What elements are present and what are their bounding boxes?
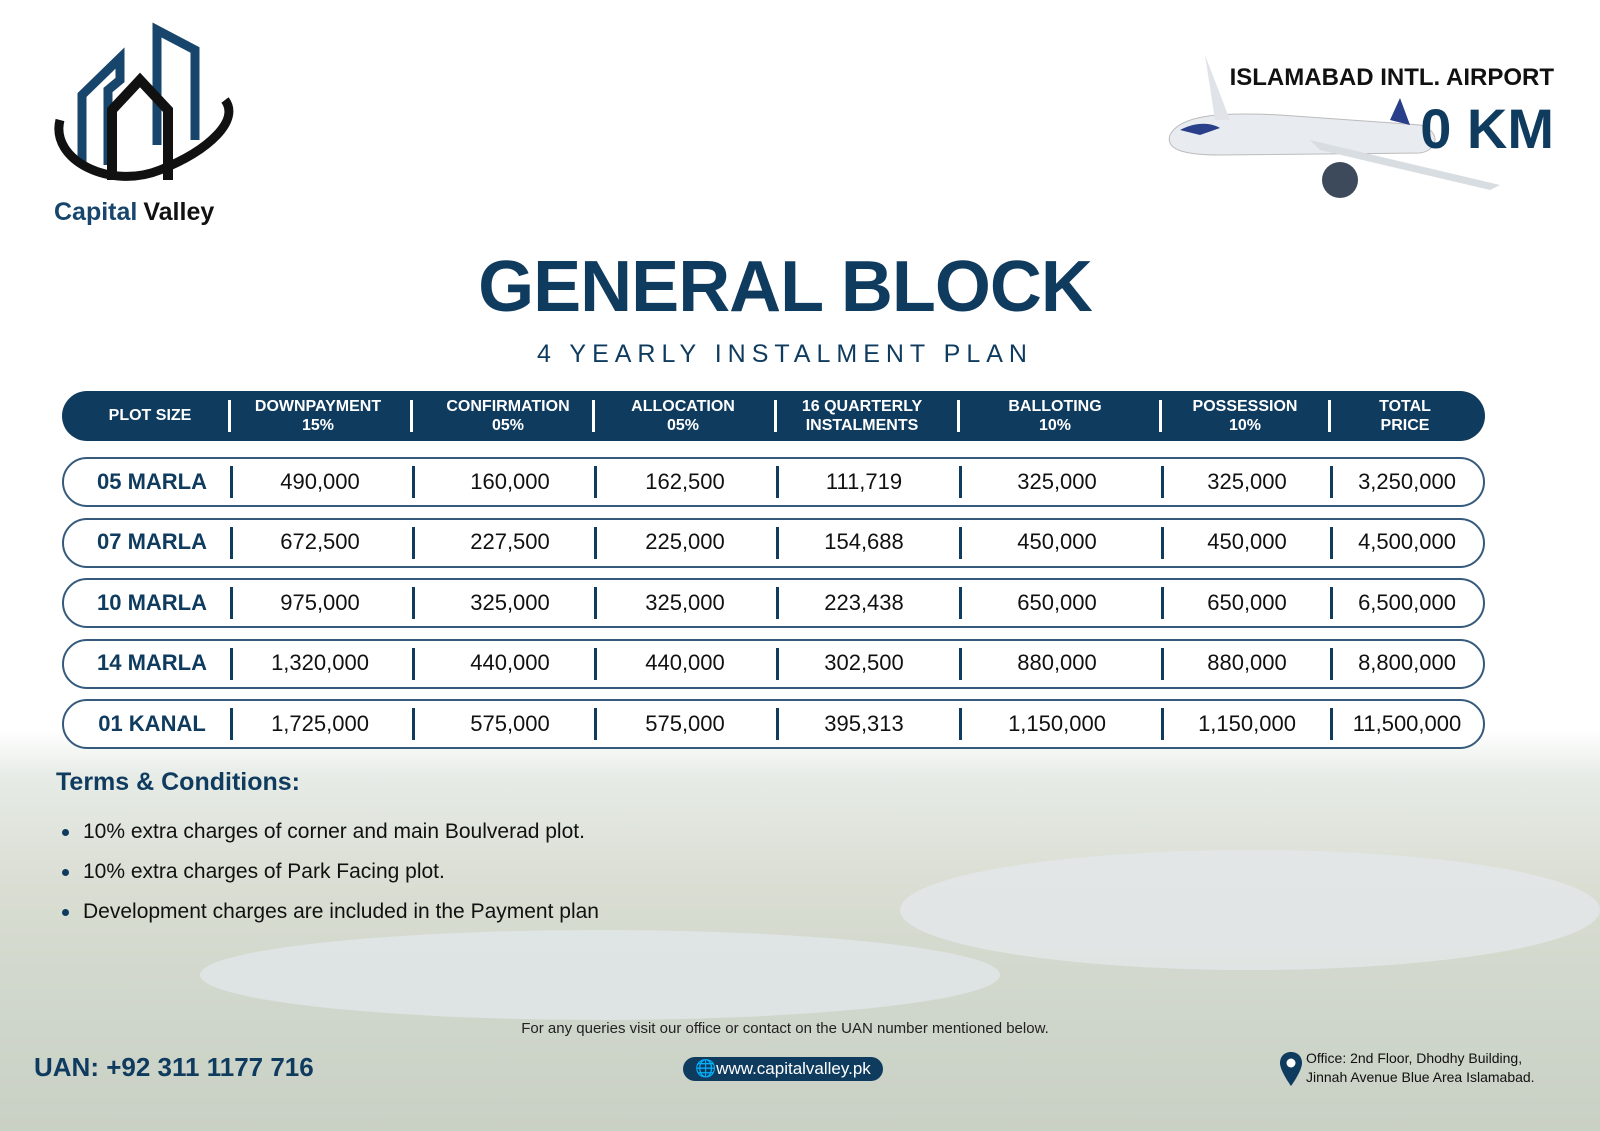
header-text: 10%	[1038, 417, 1072, 434]
query-note: For any queries visit our office or contact on the UAN number mentioned below.	[521, 1020, 1049, 1037]
table-cell: 227,500	[470, 529, 550, 555]
column-divider	[1330, 466, 1333, 498]
table-cell: 975,000	[280, 589, 360, 615]
column-header	[255, 391, 381, 441]
table-cell: 325,000	[470, 589, 550, 615]
column-divider	[230, 708, 233, 740]
column-header	[802, 391, 922, 441]
table-row	[62, 639, 1485, 689]
capital-valley-logo	[50, 20, 240, 190]
table-cell: 325,000	[1207, 468, 1287, 494]
column-divider	[228, 400, 231, 432]
table-cell: 450,000	[1017, 529, 1097, 555]
table-cell: 650,000	[1207, 589, 1287, 615]
table-cell: 154,688	[824, 529, 904, 555]
column-divider	[594, 587, 597, 619]
column-divider	[1161, 708, 1164, 740]
office-address: Office: 2nd Floor, Dhodhy Building, Jinnah Avenue Blue Area Islamabad.	[1306, 1050, 1535, 1085]
table-cell: 10 MARLA	[96, 589, 208, 615]
table-row	[62, 578, 1485, 628]
table-cell: 1,150,000	[1198, 710, 1296, 736]
airport-distance: 0 KM	[1420, 97, 1554, 160]
column-divider	[594, 648, 597, 680]
terms-list	[62, 812, 599, 932]
table-cell: 07 MARLA	[96, 529, 208, 555]
column-divider	[230, 587, 233, 619]
header-text: BALLOTING	[1008, 397, 1102, 415]
terms-item: 10% extra charges of corner and main Boulverad plot.	[62, 812, 599, 852]
table-cell: 440,000	[470, 650, 550, 676]
header-text: 15%	[301, 417, 335, 434]
table-cell: 11,500,000	[1352, 710, 1462, 736]
location-pin-icon	[1280, 1052, 1302, 1086]
table-cell: 14 MARLA	[96, 650, 208, 676]
column-divider	[959, 466, 962, 498]
column-divider	[230, 648, 233, 680]
column-divider	[592, 400, 595, 432]
column-header	[1193, 391, 1298, 441]
table-cell: 325,000	[1017, 468, 1097, 494]
terms-item: 10% extra charges of Park Facing plot.	[62, 852, 599, 892]
column-divider	[1161, 527, 1164, 559]
table-cell: 440,000	[645, 650, 725, 676]
table-cell: 1,150,000	[1008, 710, 1106, 736]
table-cell: 325,000	[645, 589, 725, 615]
brand-name: Capital Valley	[54, 198, 215, 226]
table-cell: 8,800,000	[1358, 650, 1456, 676]
column-divider	[410, 400, 413, 432]
table-cell: 490,000	[280, 468, 360, 494]
column-divider	[1330, 527, 1333, 559]
airport-label: ISLAMABAD INTL. AIRPORT	[1229, 64, 1554, 91]
table-cell: 01 KANAL	[98, 710, 206, 736]
globe-icon: 🌐	[695, 1059, 717, 1078]
column-divider	[776, 708, 779, 740]
uan-number[interactable]: UAN: +92 311 1177 716	[34, 1052, 314, 1082]
table-cell: 395,313	[824, 710, 904, 736]
column-divider	[594, 527, 597, 559]
column-divider	[959, 648, 962, 680]
column-header	[446, 391, 569, 441]
column-divider	[1330, 587, 1333, 619]
header-text: 05%	[666, 417, 700, 434]
column-header	[1008, 391, 1101, 441]
table-cell: 575,000	[470, 710, 550, 736]
table-row	[62, 518, 1485, 568]
website-link[interactable]: 🌐www.capitalvalley.pk	[683, 1057, 883, 1081]
table-header	[62, 391, 1485, 441]
column-divider	[412, 466, 415, 498]
column-divider	[230, 527, 233, 559]
header-text: PLOT SIZE	[108, 407, 192, 425]
page-title: GENERAL BLOCK	[478, 247, 1092, 327]
column-divider	[412, 587, 415, 619]
table-cell: 672,500	[280, 529, 360, 555]
table-cell: 1,320,000	[271, 650, 369, 676]
column-divider	[776, 527, 779, 559]
terms-item: Development charges are included in the Payment plan	[62, 892, 599, 932]
table-cell: 162,500	[645, 468, 725, 494]
column-divider	[1330, 648, 1333, 680]
table-cell: 225,000	[645, 529, 725, 555]
column-divider	[776, 648, 779, 680]
header-text: INSTALMENTS	[805, 417, 919, 434]
column-header	[1365, 391, 1445, 441]
column-divider	[959, 708, 962, 740]
column-divider	[594, 708, 597, 740]
column-divider	[1161, 648, 1164, 680]
table-row	[62, 699, 1485, 749]
column-divider	[1159, 400, 1162, 432]
table-cell: 6,500,000	[1358, 589, 1456, 615]
column-header	[109, 391, 192, 441]
column-divider	[776, 466, 779, 498]
table-cell: 880,000	[1017, 650, 1097, 676]
column-divider	[230, 466, 233, 498]
page-subtitle: 4 YEARLY INSTALMENT PLAN	[537, 340, 1033, 368]
column-divider	[412, 527, 415, 559]
column-divider	[959, 527, 962, 559]
column-divider	[1330, 708, 1333, 740]
table-cell: 575,000	[645, 710, 725, 736]
header-text: CONFIRMATION	[446, 397, 570, 415]
column-divider	[1161, 587, 1164, 619]
table-cell: 160,000	[470, 468, 550, 494]
column-divider	[1328, 400, 1331, 432]
header-text: ALLOCATION	[631, 397, 735, 415]
table-cell: 650,000	[1017, 589, 1097, 615]
column-divider	[959, 587, 962, 619]
table-cell: 1,725,000	[271, 710, 369, 736]
column-divider	[412, 708, 415, 740]
table-cell: 223,438	[824, 589, 904, 615]
table-cell: 3,250,000	[1358, 468, 1456, 494]
column-divider	[774, 400, 777, 432]
table-cell: 302,500	[824, 650, 904, 676]
column-divider	[776, 587, 779, 619]
header-text: POSSESSION	[1192, 397, 1298, 415]
table-cell: 05 MARLA	[96, 468, 208, 494]
column-divider	[412, 648, 415, 680]
column-header	[631, 391, 735, 441]
column-divider	[957, 400, 960, 432]
header-text: TOTAL PRICE	[1379, 397, 1431, 434]
header-text: DOWNPAYMENT	[254, 397, 382, 415]
table-cell: 4,500,000	[1358, 529, 1456, 555]
terms-heading: Terms & Conditions:	[56, 768, 300, 796]
column-divider	[594, 466, 597, 498]
column-divider	[1161, 466, 1164, 498]
header-text: 05%	[491, 417, 525, 434]
header-text: 10%	[1228, 417, 1262, 434]
table-cell: 880,000	[1207, 650, 1287, 676]
header-text: 16 QUARTERLY	[801, 397, 923, 415]
table-cell: 111,719	[825, 468, 903, 494]
table-cell: 450,000	[1207, 529, 1287, 555]
table-row	[62, 457, 1485, 507]
